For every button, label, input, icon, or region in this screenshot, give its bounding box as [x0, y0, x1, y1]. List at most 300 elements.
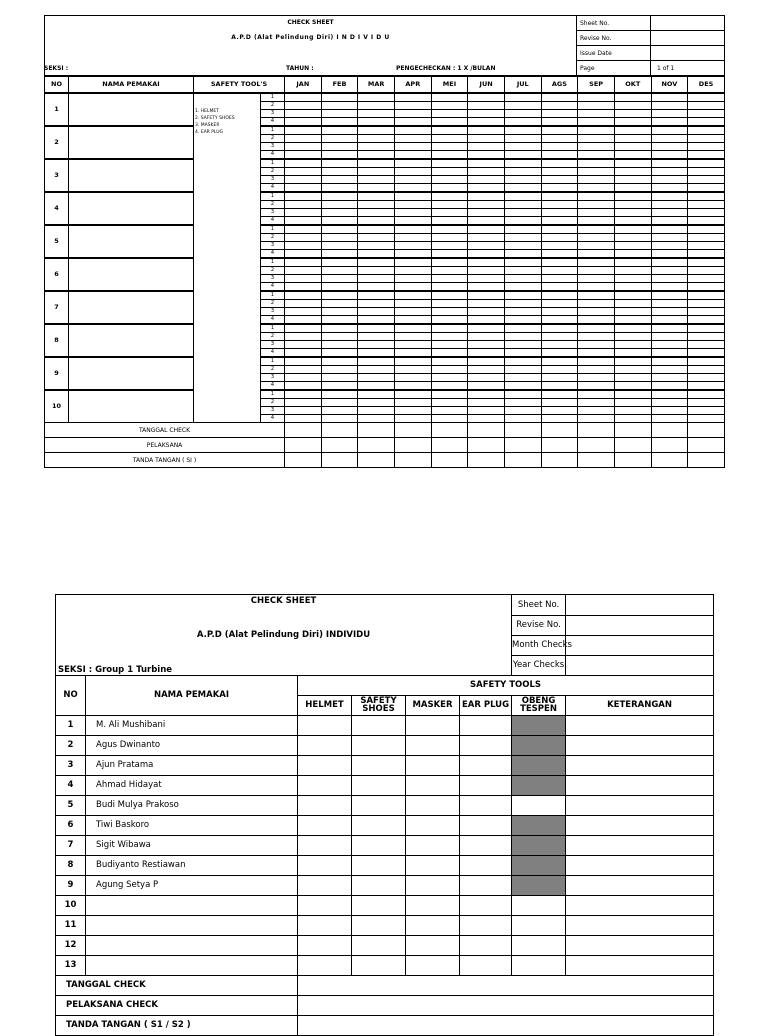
check-cell[interactable]: [468, 333, 505, 341]
check-cell[interactable]: [688, 283, 725, 292]
check-cell[interactable]: [504, 407, 541, 415]
check-cell[interactable]: [468, 126, 505, 135]
check-cell[interactable]: [321, 93, 358, 102]
check-cell[interactable]: [321, 366, 358, 374]
check-cell[interactable]: [541, 242, 578, 250]
check-cell[interactable]: [614, 151, 651, 160]
check-cell[interactable]: [394, 176, 431, 184]
helmet-check[interactable]: [298, 875, 352, 895]
footer-cell[interactable]: [431, 453, 468, 468]
check-cell[interactable]: [504, 176, 541, 184]
shoes-check[interactable]: [352, 815, 406, 835]
check-cell[interactable]: [358, 267, 395, 275]
check-cell[interactable]: [541, 382, 578, 391]
check-cell[interactable]: [578, 390, 615, 399]
earplug-check[interactable]: [460, 795, 512, 815]
masker-check[interactable]: [406, 875, 460, 895]
check-cell[interactable]: [285, 382, 322, 391]
check-cell[interactable]: [358, 283, 395, 292]
check-cell[interactable]: [688, 168, 725, 176]
footer-cell[interactable]: [468, 423, 505, 438]
check-cell[interactable]: [468, 316, 505, 325]
check-cell[interactable]: [578, 102, 615, 110]
check-cell[interactable]: [578, 209, 615, 217]
check-cell[interactable]: [504, 201, 541, 209]
check-cell[interactable]: [504, 390, 541, 399]
keterangan-cell[interactable]: [566, 735, 714, 755]
check-cell[interactable]: [394, 267, 431, 275]
check-cell[interactable]: [541, 93, 578, 102]
check-cell[interactable]: [541, 308, 578, 316]
pelaksana-check-field[interactable]: [298, 995, 714, 1015]
check-cell[interactable]: [394, 357, 431, 366]
check-cell[interactable]: [285, 390, 322, 399]
footer-cell[interactable]: [321, 438, 358, 453]
earplug-check[interactable]: [460, 935, 512, 955]
name-cell[interactable]: [69, 159, 194, 192]
check-cell[interactable]: [688, 390, 725, 399]
check-cell[interactable]: [321, 225, 358, 234]
masker-check[interactable]: [406, 775, 460, 795]
sheet2-revise-no-field[interactable]: [566, 615, 714, 635]
check-cell[interactable]: [504, 267, 541, 275]
keterangan-cell[interactable]: [566, 795, 714, 815]
check-cell[interactable]: [651, 267, 688, 275]
check-cell[interactable]: [321, 300, 358, 308]
check-cell[interactable]: [468, 390, 505, 399]
check-cell[interactable]: [321, 217, 358, 226]
check-cell[interactable]: [394, 283, 431, 292]
check-cell[interactable]: [431, 283, 468, 292]
check-cell[interactable]: [578, 258, 615, 267]
check-cell[interactable]: [431, 316, 468, 325]
check-cell[interactable]: [431, 300, 468, 308]
check-cell[interactable]: [614, 93, 651, 102]
check-cell[interactable]: [578, 217, 615, 226]
name-cell[interactable]: [69, 357, 194, 390]
check-cell[interactable]: [614, 275, 651, 283]
check-cell[interactable]: [504, 374, 541, 382]
check-cell[interactable]: [614, 143, 651, 151]
check-cell[interactable]: [651, 308, 688, 316]
check-cell[interactable]: [614, 168, 651, 176]
check-cell[interactable]: [651, 283, 688, 292]
check-cell[interactable]: [431, 151, 468, 160]
footer-cell[interactable]: [541, 423, 578, 438]
check-cell[interactable]: [431, 308, 468, 316]
check-cell[interactable]: [578, 275, 615, 283]
check-cell[interactable]: [321, 267, 358, 275]
check-cell[interactable]: [688, 159, 725, 168]
check-cell[interactable]: [578, 234, 615, 242]
keterangan-cell[interactable]: [566, 855, 714, 875]
check-cell[interactable]: [504, 217, 541, 226]
check-cell[interactable]: [614, 250, 651, 259]
check-cell[interactable]: [394, 135, 431, 143]
check-cell[interactable]: [651, 217, 688, 226]
check-cell[interactable]: [688, 349, 725, 358]
check-cell[interactable]: [358, 291, 395, 300]
check-cell[interactable]: [468, 242, 505, 250]
check-cell[interactable]: [614, 283, 651, 292]
check-cell[interactable]: [541, 126, 578, 135]
check-cell[interactable]: [688, 316, 725, 325]
check-cell[interactable]: [285, 143, 322, 151]
check-cell[interactable]: [651, 349, 688, 358]
check-cell[interactable]: [541, 349, 578, 358]
check-cell[interactable]: [394, 316, 431, 325]
check-cell[interactable]: [688, 102, 725, 110]
check-cell[interactable]: [321, 118, 358, 127]
check-cell[interactable]: [541, 324, 578, 333]
check-cell[interactable]: [504, 118, 541, 127]
check-cell[interactable]: [285, 159, 322, 168]
check-cell[interactable]: [321, 308, 358, 316]
shoes-check[interactable]: [352, 955, 406, 975]
check-cell[interactable]: [578, 267, 615, 275]
check-cell[interactable]: [431, 291, 468, 300]
check-cell[interactable]: [285, 374, 322, 382]
check-cell[interactable]: [468, 143, 505, 151]
check-cell[interactable]: [321, 399, 358, 407]
helmet-check[interactable]: [298, 855, 352, 875]
check-cell[interactable]: [614, 192, 651, 201]
check-cell[interactable]: [285, 399, 322, 407]
check-cell[interactable]: [468, 407, 505, 415]
check-cell[interactable]: [688, 184, 725, 193]
check-cell[interactable]: [651, 135, 688, 143]
check-cell[interactable]: [358, 135, 395, 143]
check-cell[interactable]: [688, 399, 725, 407]
check-cell[interactable]: [394, 300, 431, 308]
check-cell[interactable]: [688, 242, 725, 250]
check-cell[interactable]: [394, 93, 431, 102]
check-cell[interactable]: [651, 341, 688, 349]
check-cell[interactable]: [614, 217, 651, 226]
check-cell[interactable]: [285, 267, 322, 275]
check-cell[interactable]: [504, 316, 541, 325]
check-cell[interactable]: [285, 192, 322, 201]
check-cell[interactable]: [688, 110, 725, 118]
shoes-check[interactable]: [352, 775, 406, 795]
check-cell[interactable]: [688, 176, 725, 184]
check-cell[interactable]: [431, 382, 468, 391]
check-cell[interactable]: [504, 93, 541, 102]
check-cell[interactable]: [358, 143, 395, 151]
obeng-check[interactable]: [512, 895, 566, 915]
check-cell[interactable]: [578, 118, 615, 127]
check-cell[interactable]: [431, 415, 468, 423]
check-cell[interactable]: [321, 234, 358, 242]
check-cell[interactable]: [614, 234, 651, 242]
name-cell[interactable]: [69, 291, 194, 324]
check-cell[interactable]: [504, 415, 541, 423]
check-cell[interactable]: [321, 184, 358, 193]
check-cell[interactable]: [651, 374, 688, 382]
check-cell[interactable]: [321, 192, 358, 201]
check-cell[interactable]: [541, 234, 578, 242]
name-cell[interactable]: [69, 192, 194, 225]
check-cell[interactable]: [504, 184, 541, 193]
check-cell[interactable]: [394, 118, 431, 127]
check-cell[interactable]: [358, 151, 395, 160]
check-cell[interactable]: [578, 135, 615, 143]
check-cell[interactable]: [651, 316, 688, 325]
check-cell[interactable]: [651, 192, 688, 201]
check-cell[interactable]: [285, 126, 322, 135]
helmet-check[interactable]: [298, 735, 352, 755]
check-cell[interactable]: [285, 275, 322, 283]
check-cell[interactable]: [431, 192, 468, 201]
footer-cell[interactable]: [614, 453, 651, 468]
check-cell[interactable]: [578, 349, 615, 358]
check-cell[interactable]: [614, 267, 651, 275]
check-cell[interactable]: [541, 258, 578, 267]
check-cell[interactable]: [578, 168, 615, 176]
check-cell[interactable]: [504, 168, 541, 176]
helmet-check[interactable]: [298, 895, 352, 915]
check-cell[interactable]: [688, 209, 725, 217]
earplug-check[interactable]: [460, 755, 512, 775]
earplug-check[interactable]: [460, 955, 512, 975]
check-cell[interactable]: [468, 399, 505, 407]
obeng-check[interactable]: [512, 935, 566, 955]
check-cell[interactable]: [504, 324, 541, 333]
check-cell[interactable]: [321, 382, 358, 391]
masker-check[interactable]: [406, 755, 460, 775]
masker-check[interactable]: [406, 735, 460, 755]
check-cell[interactable]: [394, 341, 431, 349]
check-cell[interactable]: [504, 399, 541, 407]
check-cell[interactable]: [504, 126, 541, 135]
check-cell[interactable]: [614, 291, 651, 300]
check-cell[interactable]: [431, 341, 468, 349]
check-cell[interactable]: [504, 234, 541, 242]
check-cell[interactable]: [431, 176, 468, 184]
check-cell[interactable]: [651, 324, 688, 333]
check-cell[interactable]: [431, 159, 468, 168]
footer-cell[interactable]: [688, 438, 725, 453]
check-cell[interactable]: [578, 415, 615, 423]
check-cell[interactable]: [285, 151, 322, 160]
check-cell[interactable]: [285, 341, 322, 349]
check-cell[interactable]: [651, 275, 688, 283]
check-cell[interactable]: [504, 300, 541, 308]
check-cell[interactable]: [614, 341, 651, 349]
check-cell[interactable]: [504, 225, 541, 234]
check-cell[interactable]: [688, 374, 725, 382]
check-cell[interactable]: [431, 258, 468, 267]
footer-cell[interactable]: [614, 438, 651, 453]
name-cell[interactable]: [69, 93, 194, 126]
check-cell[interactable]: [541, 168, 578, 176]
check-cell[interactable]: [504, 291, 541, 300]
check-cell[interactable]: [578, 242, 615, 250]
check-cell[interactable]: [651, 225, 688, 234]
check-cell[interactable]: [504, 308, 541, 316]
check-cell[interactable]: [541, 291, 578, 300]
check-cell[interactable]: [651, 234, 688, 242]
check-cell[interactable]: [468, 283, 505, 292]
check-cell[interactable]: [541, 415, 578, 423]
helmet-check[interactable]: [298, 795, 352, 815]
check-cell[interactable]: [614, 390, 651, 399]
obeng-check[interactable]: [512, 955, 566, 975]
check-cell[interactable]: [431, 267, 468, 275]
check-cell[interactable]: [431, 374, 468, 382]
check-cell[interactable]: [394, 308, 431, 316]
check-cell[interactable]: [468, 201, 505, 209]
check-cell[interactable]: [614, 407, 651, 415]
check-cell[interactable]: [651, 176, 688, 184]
check-cell[interactable]: [358, 308, 395, 316]
check-cell[interactable]: [468, 349, 505, 358]
check-cell[interactable]: [614, 374, 651, 382]
check-cell[interactable]: [578, 225, 615, 234]
check-cell[interactable]: [578, 250, 615, 259]
check-cell[interactable]: [358, 250, 395, 259]
check-cell[interactable]: [651, 242, 688, 250]
check-cell[interactable]: [504, 357, 541, 366]
check-cell[interactable]: [614, 357, 651, 366]
check-cell[interactable]: [431, 234, 468, 242]
check-cell[interactable]: [578, 143, 615, 151]
check-cell[interactable]: [468, 308, 505, 316]
check-cell[interactable]: [651, 184, 688, 193]
check-cell[interactable]: [394, 349, 431, 358]
shoes-check[interactable]: [352, 855, 406, 875]
check-cell[interactable]: [688, 201, 725, 209]
footer-cell[interactable]: [504, 438, 541, 453]
keterangan-cell[interactable]: [566, 755, 714, 775]
footer-cell[interactable]: [504, 423, 541, 438]
check-cell[interactable]: [688, 126, 725, 135]
footer-cell[interactable]: [358, 453, 395, 468]
check-cell[interactable]: [358, 316, 395, 325]
check-cell[interactable]: [285, 407, 322, 415]
check-cell[interactable]: [285, 258, 322, 267]
check-cell[interactable]: [541, 300, 578, 308]
helmet-check[interactable]: [298, 815, 352, 835]
check-cell[interactable]: [285, 102, 322, 110]
footer-cell[interactable]: [394, 423, 431, 438]
check-cell[interactable]: [578, 366, 615, 374]
check-cell[interactable]: [358, 349, 395, 358]
check-cell[interactable]: [468, 300, 505, 308]
check-cell[interactable]: [651, 201, 688, 209]
check-cell[interactable]: [394, 324, 431, 333]
check-cell[interactable]: [541, 184, 578, 193]
check-cell[interactable]: [578, 176, 615, 184]
check-cell[interactable]: [468, 102, 505, 110]
check-cell[interactable]: [358, 390, 395, 399]
check-cell[interactable]: [614, 201, 651, 209]
check-cell[interactable]: [285, 217, 322, 226]
check-cell[interactable]: [358, 366, 395, 374]
check-cell[interactable]: [285, 366, 322, 374]
check-cell[interactable]: [651, 382, 688, 391]
check-cell[interactable]: [285, 135, 322, 143]
shoes-check[interactable]: [352, 735, 406, 755]
masker-check[interactable]: [406, 935, 460, 955]
check-cell[interactable]: [614, 324, 651, 333]
check-cell[interactable]: [541, 209, 578, 217]
check-cell[interactable]: [651, 110, 688, 118]
check-cell[interactable]: [688, 135, 725, 143]
check-cell[interactable]: [541, 390, 578, 399]
check-cell[interactable]: [358, 159, 395, 168]
check-cell[interactable]: [541, 151, 578, 160]
check-cell[interactable]: [541, 143, 578, 151]
check-cell[interactable]: [394, 201, 431, 209]
check-cell[interactable]: [504, 333, 541, 341]
check-cell[interactable]: [504, 349, 541, 358]
check-cell[interactable]: [688, 192, 725, 201]
check-cell[interactable]: [285, 291, 322, 300]
check-cell[interactable]: [541, 357, 578, 366]
check-cell[interactable]: [394, 399, 431, 407]
name-cell[interactable]: [69, 390, 194, 423]
check-cell[interactable]: [614, 382, 651, 391]
check-cell[interactable]: [504, 242, 541, 250]
keterangan-cell[interactable]: [566, 895, 714, 915]
check-cell[interactable]: [541, 407, 578, 415]
check-cell[interactable]: [321, 151, 358, 160]
check-cell[interactable]: [578, 151, 615, 160]
helmet-check[interactable]: [298, 915, 352, 935]
check-cell[interactable]: [358, 275, 395, 283]
check-cell[interactable]: [614, 300, 651, 308]
helmet-check[interactable]: [298, 935, 352, 955]
check-cell[interactable]: [285, 333, 322, 341]
check-cell[interactable]: [468, 324, 505, 333]
check-cell[interactable]: [394, 225, 431, 234]
check-cell[interactable]: [285, 308, 322, 316]
check-cell[interactable]: [578, 374, 615, 382]
check-cell[interactable]: [321, 415, 358, 423]
check-cell[interactable]: [394, 390, 431, 399]
name-cell[interactable]: [69, 126, 194, 159]
footer-cell[interactable]: [394, 453, 431, 468]
check-cell[interactable]: [468, 357, 505, 366]
check-cell[interactable]: [504, 250, 541, 259]
obeng-check[interactable]: [512, 795, 566, 815]
footer-cell[interactable]: [504, 453, 541, 468]
check-cell[interactable]: [358, 382, 395, 391]
check-cell[interactable]: [468, 415, 505, 423]
check-cell[interactable]: [431, 110, 468, 118]
check-cell[interactable]: [321, 242, 358, 250]
check-cell[interactable]: [688, 250, 725, 259]
footer-cell[interactable]: [468, 453, 505, 468]
check-cell[interactable]: [358, 333, 395, 341]
check-cell[interactable]: [614, 110, 651, 118]
check-cell[interactable]: [614, 184, 651, 193]
masker-check[interactable]: [406, 815, 460, 835]
check-cell[interactable]: [358, 184, 395, 193]
earplug-check[interactable]: [460, 835, 512, 855]
check-cell[interactable]: [541, 250, 578, 259]
check-cell[interactable]: [285, 324, 322, 333]
check-cell[interactable]: [394, 374, 431, 382]
check-cell[interactable]: [614, 159, 651, 168]
check-cell[interactable]: [578, 291, 615, 300]
shoes-check[interactable]: [352, 895, 406, 915]
footer-cell[interactable]: [321, 453, 358, 468]
footer-cell[interactable]: [541, 453, 578, 468]
check-cell[interactable]: [468, 110, 505, 118]
check-cell[interactable]: [358, 300, 395, 308]
